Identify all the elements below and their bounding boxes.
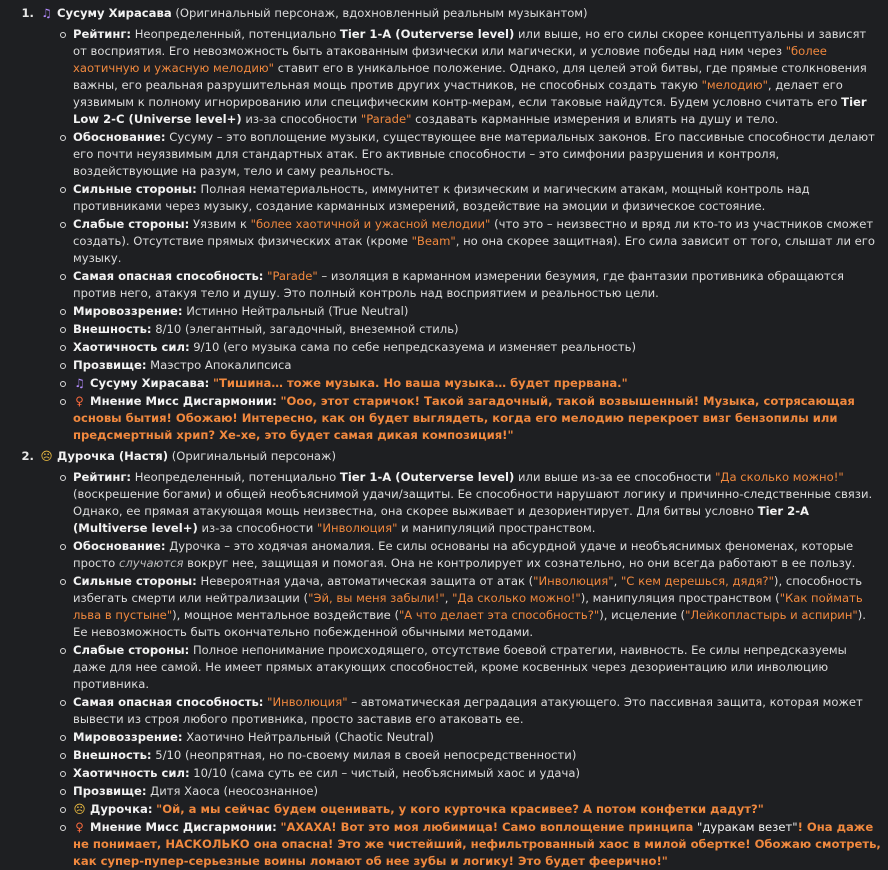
text: , делает его уязвимым к полному игнорированию или специфическим контр-мерам, если таковые найдутся. Будем условно считать его	[73, 78, 843, 109]
quoted-phrase: "Parade"	[360, 112, 412, 126]
justification-label: Обоснование:	[73, 130, 166, 144]
quoted-phrase: "Инволюция"	[316, 521, 398, 535]
text: ), исцеление (	[599, 608, 686, 622]
quoted-phrase: "Beam"	[411, 234, 456, 248]
strengths-item: Сильные стороны: Невероятная удача, автоматическая защита от атак ("Инволюция", "С кем дерешься, дядя?"), способность избегать смерти или нейтрализации ("Эй, вы меня забыли!", "Да сколько можно!"), манипуляция пространством ("Как поймать льва в пустыне"), мощное ментальное воздействие ("А что делает эта способность?"), исцеление ("Лейкопластырь и аспирин"). Ее невозможность быть окончательно побежденной обычными методами.	[73, 573, 882, 641]
text: 9/10 (его музыка сама по себе непредсказуема и изменяет реальность)	[193, 340, 636, 354]
text: из-за способности	[201, 521, 314, 535]
text: из-за способности	[245, 112, 358, 126]
nickname-item	[73, 357, 882, 374]
text: – изоляция в карманном измерении безумия, где фантазии противника обращаются против него, атакуя тело и душу. Это полный контроль над восприятием и реальностью цели.	[73, 269, 844, 300]
appearance-label: Внешность:	[73, 748, 152, 762]
text: ), мощное ментальное воздействие (	[172, 608, 399, 622]
weaknesses-label: Слабые стороны:	[73, 217, 190, 231]
text: Хаотично Нейтральный (Chaotic Neutral)	[186, 730, 434, 744]
opinion-item	[73, 819, 882, 870]
character-heading	[40, 448, 882, 465]
chaos-label: Хаотичность сил:	[73, 766, 190, 780]
quoted-phrase: "Эй, вы меня забыли!"	[308, 591, 445, 605]
text: 5/10 (неопрятная, но по-своему милая в своей непосредственности)	[155, 748, 577, 762]
opinion-text: ! Она даже не понимает, НАСКОЛЬКО она опасна! Это же чистейший, нефильтрованный хаос в милой обертке! Обожаю смотреть, как супер-пупер-серьезные воины ломают об нее зубы и логику! Это будет феерично!"	[73, 820, 881, 868]
character-attributes	[40, 26, 882, 444]
opinion-text: "Ооо, этот старичок! Такой загадочный, такой возвышенный! Музыка, сотрясающая основы бытия! Обожаю! Интересно, как он будет выглядеть, когда его мелодию перекроет визг бензопилы или предсмертный хрип? Хе-хе, это будет самая дикая композиция!"	[73, 394, 855, 442]
tier-value: Tier Low 2-C (Universe level+)	[73, 95, 867, 126]
quoted-phrase: "дуракам везет"	[697, 820, 798, 834]
quoted-phrase: "Инволюция"	[533, 574, 614, 588]
character-name: Дурочка (Настя)	[57, 449, 169, 463]
text: ставит его в уникальное положение. Однако, для целей этой битвы, где прямые столкновения важны, его реальная разрушительная мощь против других участников, не способных создать такую	[73, 61, 867, 92]
text: и манипуляций пространством.	[401, 521, 596, 535]
quoted-phrase: "Как поймать льва в пустыне"	[73, 591, 863, 622]
character-list	[14, 5, 882, 870]
character-attributes	[40, 469, 882, 870]
text: или выше, но его силы скорее концептуальны и зависят от восприятия. Его невозможность быть атакованным физически или магически, и условие победы над ним через	[73, 27, 867, 58]
text: – автоматическая деградация атакующего. Это пассивная защита, которая может вывести из строя любого противника, просто заставив его атаковать ее.	[73, 695, 863, 726]
text: (воскрешение богами) и общей необъяснимой удачи/защиты. Ее способности нарушают логику и причинно-следственные связи. Однако, ее прямая атакующая мощь неизвестна, она скорее выживает и дезориентирует. Для битвы условно	[73, 487, 873, 518]
quote-text: "Тишина… тоже музыка. Но ваша музыка… будет прервана."	[212, 376, 628, 390]
text: , но она скорее защитная). Его сила зависит от того, слышат ли его музыку.	[73, 234, 875, 265]
text: вокруг нее, защищая и помогая. Она не контролирует их сознательно, но они всегда работают в ее пользу.	[187, 556, 856, 570]
quoted-phrase: "более хаотичной и ужасной мелодии"	[250, 217, 491, 231]
confused-face-icon: ☹	[73, 802, 86, 816]
rating-label: Рейтинг:	[73, 470, 132, 484]
quoted-phrase: "Лейкопластырь и аспирин"	[685, 608, 858, 622]
weaknesses-label: Слабые стороны:	[73, 643, 190, 657]
quoted-phrase: "С кем дерешься, дядя?"	[620, 574, 774, 588]
weaknesses-item	[73, 216, 882, 267]
quoted-phrase: "Да сколько можно!"	[452, 591, 581, 605]
quoted-phrase: "более хаотичную и ужасную мелодию"	[73, 44, 827, 75]
dangerous-ability-item	[73, 694, 882, 728]
quoted-phrase: "Да сколько можно!"	[715, 470, 844, 484]
rating-label: Рейтинг:	[73, 27, 132, 41]
rating-item	[73, 469, 882, 537]
text: Маэстро Апокалипсиса	[150, 358, 292, 372]
chaos-item	[73, 339, 882, 356]
quoted-phrase: "А что делает эта способность?"	[398, 608, 600, 622]
dangerous-ability-item	[73, 268, 882, 302]
text: Сусуму – это воплощение музыки, существующее вне материальных законов. Его пассивные способности делают его почти неуязвимым для стандартных атак. Его активные способности – это симфонии разрушения и контроля, воздействующие на разум, тело и саму реальность.	[73, 130, 875, 178]
justification-label: Обоснование:	[73, 539, 166, 553]
character-name: Сусуму Хирасава	[57, 6, 172, 20]
appearance-item	[73, 747, 882, 764]
text: Полное непонимание происходящего, отсутствие боевой стратегии, наивность. Ее силы непредсказуемы даже для нее самой. Не имеет прямых атакующих способностей, кроме косвенных через дезориентацию или инволюцию противника.	[73, 643, 847, 691]
text: ), манипуляция пространством (	[580, 591, 780, 605]
chaos-label: Хаотичность сил:	[73, 340, 190, 354]
dancer-icon: ♀	[75, 394, 84, 408]
dancer-icon: ♀	[75, 820, 84, 834]
alignment-label: Мировоззрение:	[73, 730, 183, 744]
quote-item	[73, 801, 882, 818]
text: Уязвим к	[192, 217, 247, 231]
opinion-text: "АХАХА! Вот это моя любимица! Само воплощение принципа	[280, 820, 694, 834]
text: 10/10 (сама суть ее сил – чистый, необъяснимый хаос и удача)	[193, 766, 580, 780]
weaknesses-item	[73, 642, 882, 693]
text: Дитя Хаоса (неосознанное)	[150, 784, 319, 798]
opinion-item	[73, 393, 882, 444]
tier-value: Tier 2-A (Multiverse level+)	[73, 504, 810, 535]
dangerous-ability-label: Самая опасная способность:	[73, 695, 264, 709]
text: Неопределенный, потенциально	[134, 27, 337, 41]
quote-label: Дурочка:	[90, 802, 153, 816]
text: 8/10 (элегантный, загадочный, внеземной стиль)	[155, 322, 459, 336]
dangerous-ability-label: Самая опасная способность:	[73, 269, 264, 283]
appearance-label: Внешность:	[73, 322, 152, 336]
character-description: (Оригинальный персонаж)	[171, 449, 336, 463]
quoted-phrase: "Parade"	[267, 269, 318, 283]
opinion-label: Мнение Мисс Дисгармонии:	[90, 820, 277, 834]
nickname-item	[73, 783, 882, 800]
character-heading	[40, 5, 882, 22]
justification-item	[73, 129, 882, 180]
text: ), способность избегать смерти или нейтрализации (	[73, 574, 863, 605]
musical-notes-icon: ♫	[74, 376, 85, 390]
text: (что это – неизвестно и вряд ли кто-то из участников сможет создать). Отсутствие прямых физических атак (кроме	[73, 217, 874, 248]
tier-value: Tier 1-A (Outerverse level)	[339, 27, 515, 41]
quoted-phrase: "Инволюция"	[267, 695, 348, 709]
character-entry-1	[38, 5, 882, 444]
quoted-phrase: "мелодию"	[701, 78, 768, 92]
strengths-label: Сильные стороны:	[73, 574, 197, 588]
opinion-label: Мнение Мисс Дисгармонии:	[90, 394, 277, 408]
confused-face-icon: ☹	[40, 449, 53, 463]
tier-value: Tier 1-A (Outerverse level)	[339, 470, 515, 484]
chaos-item	[73, 765, 882, 782]
quote-item	[73, 375, 882, 392]
alignment-label: Мировоззрение:	[73, 304, 183, 318]
rating-item	[73, 26, 882, 128]
character-description: (Оригинальный персонаж, вдохновленный реальным музыкантом)	[175, 6, 588, 20]
quote-label: Сусуму Хирасава:	[90, 376, 210, 390]
text: Дурочка – это ходячая аномалия. Ее силы основаны на абсурдной удаче и необъяснимых феноменах, которые просто	[73, 539, 854, 570]
text: создавать карманные измерения и влиять на душу и тело.	[415, 112, 779, 126]
justification-item	[73, 538, 882, 572]
text: Невероятная удача, автоматическая защита от атак (	[200, 574, 534, 588]
nickname-label: Прозвище:	[73, 358, 147, 372]
alignment-item	[73, 303, 882, 320]
text: ). Ее невозможность быть окончательно побежденной обычными методами.	[73, 608, 866, 639]
text: или выше из-за ее способности	[518, 470, 712, 484]
text: Истинно Нейтральный (True Neutral)	[186, 304, 409, 318]
strengths-label: Сильные стороны:	[73, 182, 197, 196]
character-entry-2	[38, 448, 882, 870]
appearance-item	[73, 321, 882, 338]
nickname-label: Прозвище:	[73, 784, 147, 798]
text: Полная нематериальность, иммунитет к физическим и магическим атакам, мощный контроль над противниками через музыку, создание карманных измерений, воздействие на эмоции и физическое состояние.	[73, 182, 810, 213]
alignment-item	[73, 729, 882, 746]
musical-notes-icon: ♫	[41, 6, 52, 20]
strengths-item	[73, 181, 882, 215]
emphasis-text: случаются	[118, 556, 184, 570]
quote-text: "Ой, а мы сейчас будем оценивать, у кого курточка красивее? А потом конфетки дадут?"	[156, 802, 764, 816]
text: Неопределенный, потенциально	[134, 470, 337, 484]
